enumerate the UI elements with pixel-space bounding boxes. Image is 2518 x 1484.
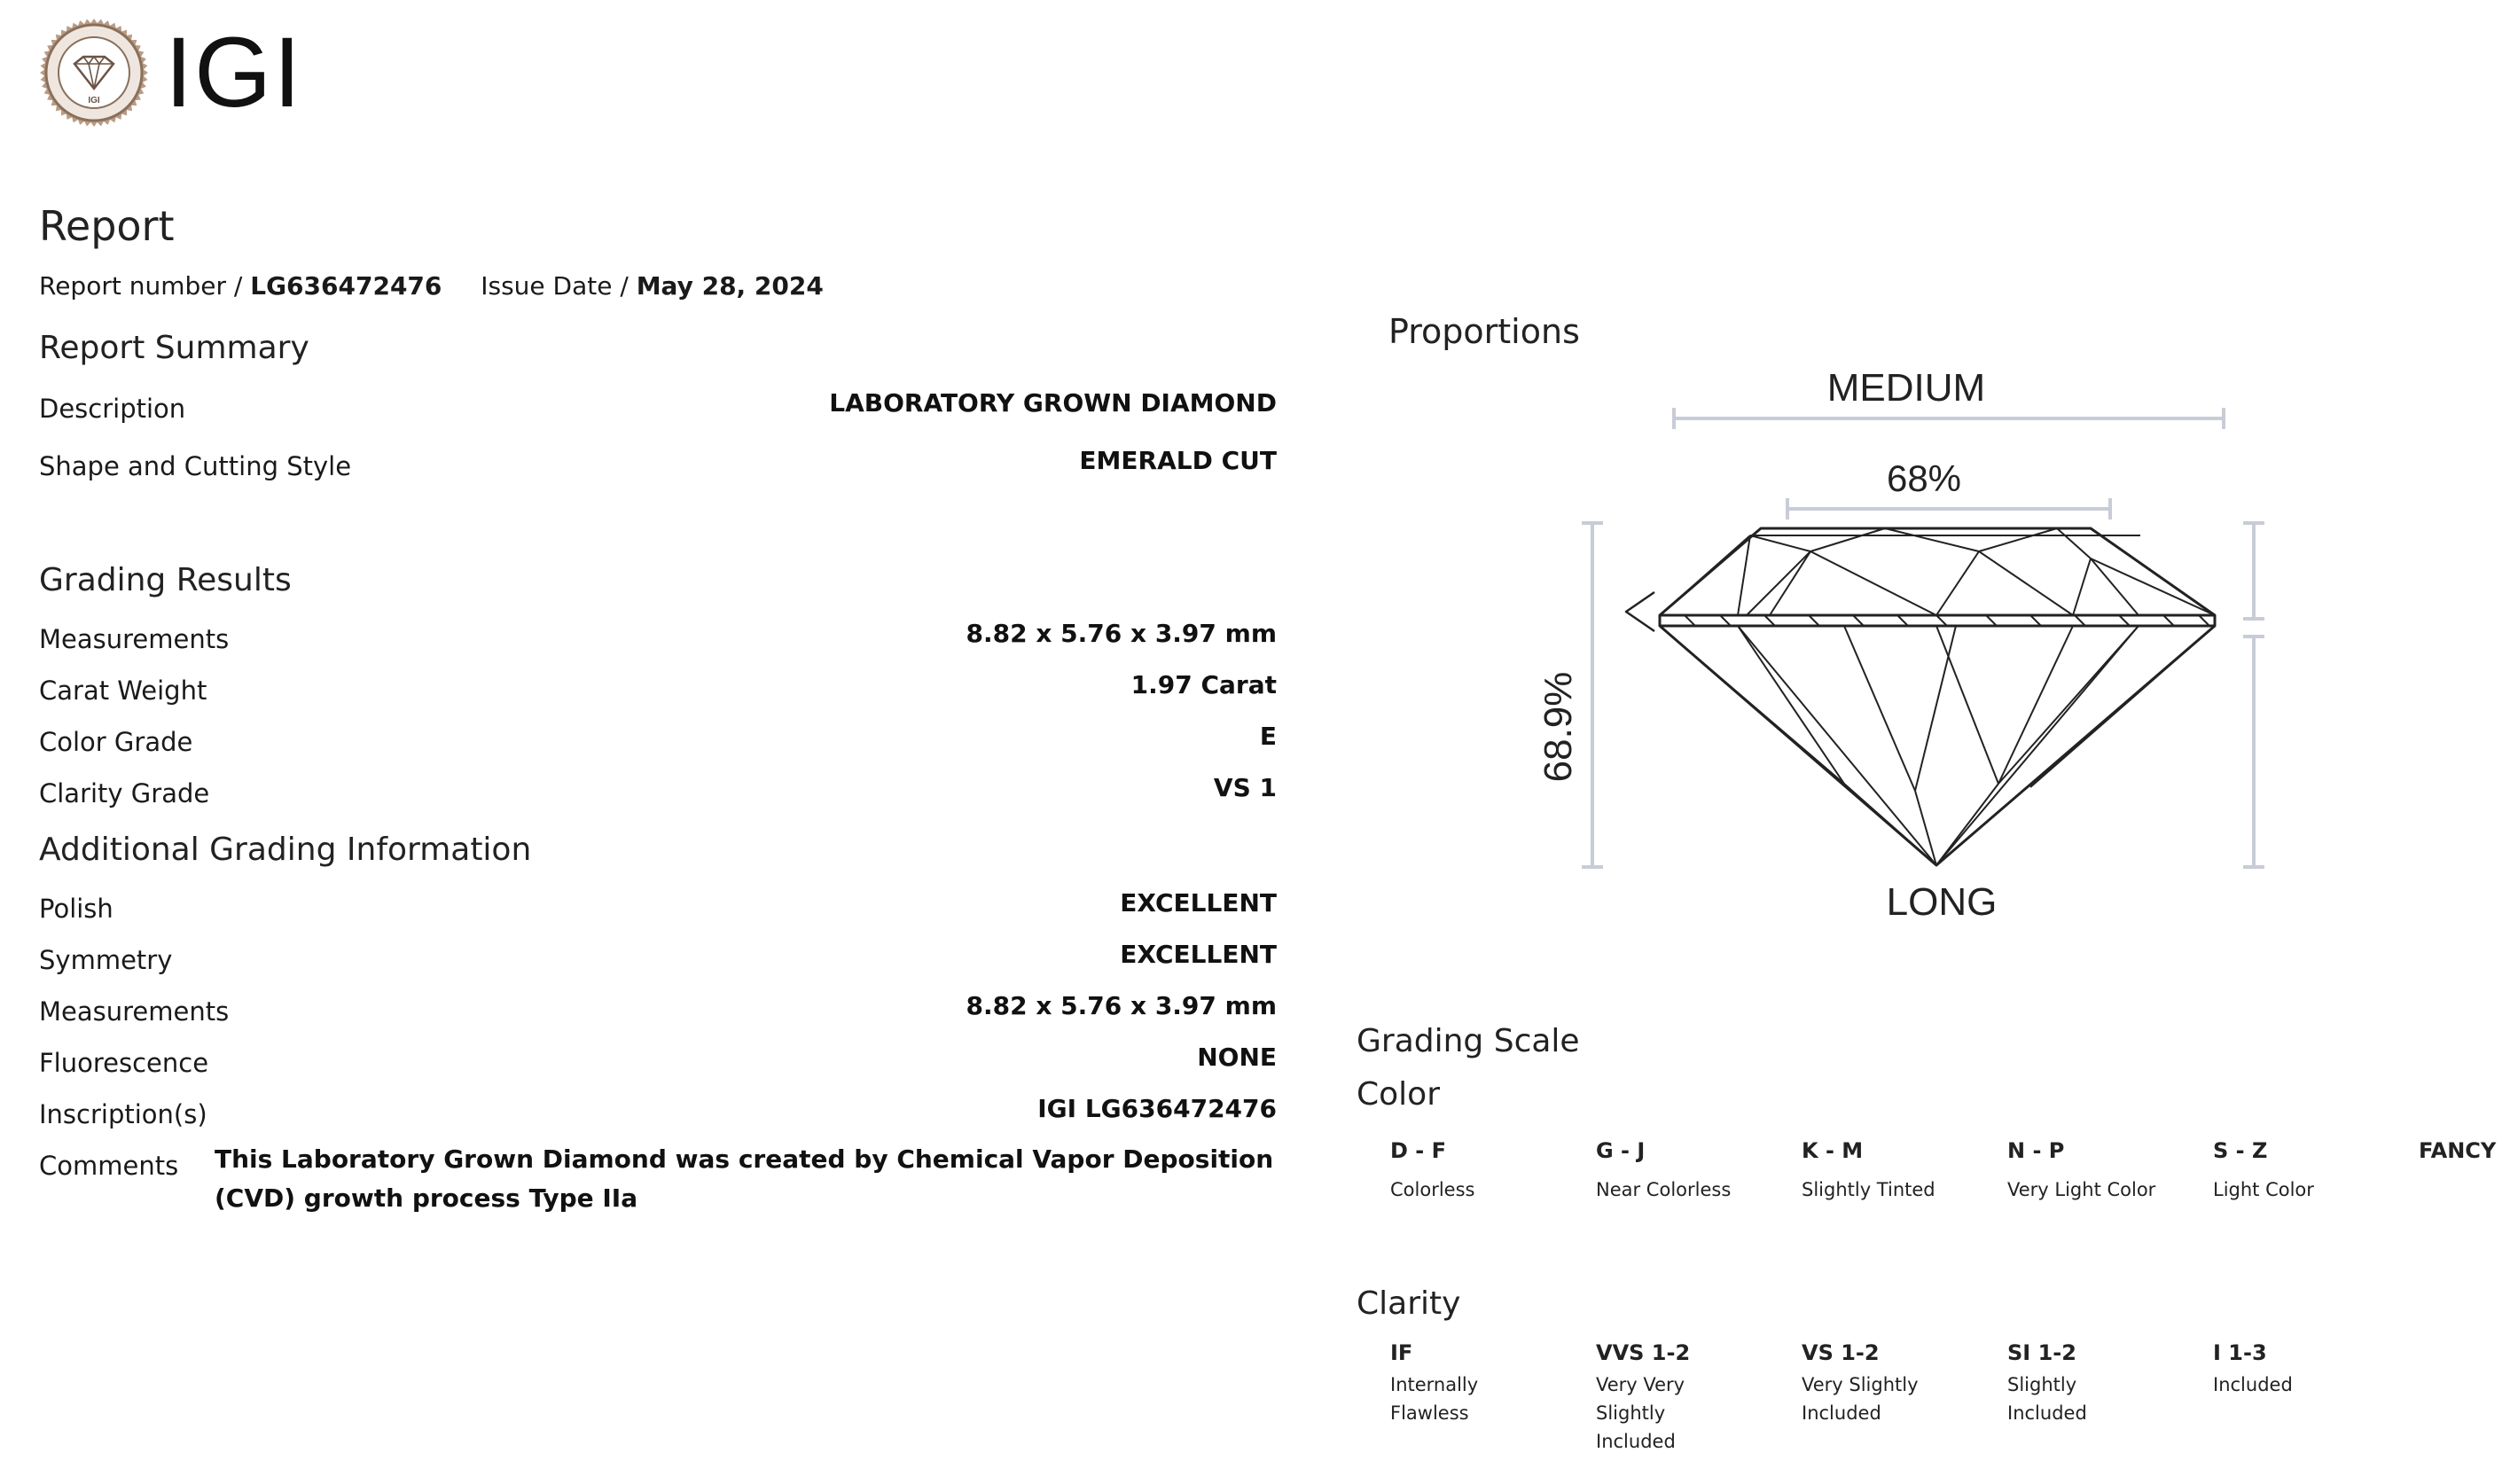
comments-value: This Laboratory Grown Diamond was created by Chemical Vapor Deposition (CVD) growth process Type IIa [215,1144,1274,1213]
color-grade-value: E [1259,722,1277,751]
color-scale-heading: Color [1357,1076,1440,1113]
svg-text:IGI: IGI [88,96,100,105]
report-meta [39,271,824,301]
color-scale-grade-gj: G - J [1596,1138,1646,1163]
grading-scale-heading: Grading Scale [1357,1023,1580,1059]
clarity-scale-grade-vvs: VVS 1-2 [1596,1340,1691,1365]
description-value: LABORATORY GROWN DIAMOND [829,388,1277,418]
color-scale-desc-km: Slightly Tinted [1802,1179,1935,1200]
color-scale-grade-km: K - M [1802,1138,1864,1163]
clarity-scale-grade-si: SI 1-2 [2007,1340,2076,1365]
clarity-scale-desc-vs: Very Slightly Included [1802,1374,1919,1424]
grading-results-heading: Grading Results [39,562,292,598]
measurements-value-2: 8.82 x 5.76 x 3.97 mm [966,991,1277,1020]
issue-date-label: Issue Date / [481,271,637,301]
proportions-heading: Proportions [1388,312,1580,351]
inscription-label: Inscription(s) [39,1099,207,1129]
clarity-scale-desc-si: Slightly Included [2007,1374,2087,1424]
girdle-label: MEDIUM [1826,366,1986,410]
comments-label: Comments [39,1151,179,1181]
description-label: Description [39,394,186,424]
color-scale-grade-df: D - F [1390,1138,1446,1163]
clarity-scale-desc-i: Included [2213,1374,2293,1395]
clarity-scale-grade-i: I 1-3 [2213,1340,2267,1365]
culet-label: LONG [1886,880,1998,924]
shape-label: Shape and Cutting Style [39,451,352,481]
report-summary-heading: Report Summary [39,330,309,366]
clarity-scale-grade-vs: VS 1-2 [1802,1340,1880,1365]
polish-value: EXCELLENT [1120,888,1277,918]
color-scale-grade-fancy: FANCY [2419,1138,2497,1163]
depth-percentage: 68.9% [1537,671,1580,783]
fluorescence-value: NONE [1197,1043,1277,1072]
igi-logo [39,18,302,128]
clarity-grade-label: Clarity Grade [39,778,210,808]
report-title: Report [39,202,175,250]
clarity-scale-desc-vvs: Very Very Slightly Included [1596,1374,1685,1452]
symmetry-value: EXCELLENT [1120,940,1277,969]
color-scale-grade-np: N - P [2007,1138,2065,1163]
table-percentage: 68% [1886,457,1962,499]
color-grade-label: Color Grade [39,727,193,757]
clarity-scale-grade-if: IF [1390,1340,1413,1365]
symmetry-label: Symmetry [39,945,173,975]
report-number-label: Report number / [39,271,251,301]
color-scale-desc-sz: Light Color [2213,1179,2314,1200]
igi-logo-text: IGI [165,17,303,128]
clarity-grade-value: VS 1 [1213,773,1277,802]
igi-seal-icon [39,18,149,128]
color-scale-desc-np: Very Light Color [2007,1179,2156,1200]
fluorescence-label: Fluorescence [39,1048,209,1078]
measurements-label-2: Measurements [39,996,230,1027]
color-scale-desc-df: Colorless [1390,1179,1475,1200]
inscription-value: IGI LG636472476 [1037,1094,1277,1123]
color-scale-grade-sz: S - Z [2213,1138,2268,1163]
issue-date: May 28, 2024 [636,271,824,301]
clarity-scale-desc-if: Internally Flawless [1390,1374,1479,1424]
proportions-diagram [1454,355,2305,940]
report-number: LG636472476 [250,271,442,301]
measurements-label: Measurements [39,624,230,654]
color-scale-desc-gj: Near Colorless [1596,1179,1732,1200]
measurements-value: 8.82 x 5.76 x 3.97 mm [966,619,1277,648]
shape-value: EMERALD CUT [1079,446,1277,475]
carat-weight-label: Carat Weight [39,676,207,706]
polish-label: Polish [39,894,113,924]
additional-info-heading: Additional Grading Information [39,832,532,868]
carat-weight-value: 1.97 Carat [1130,670,1277,699]
clarity-scale-heading: Clarity [1357,1285,1461,1322]
